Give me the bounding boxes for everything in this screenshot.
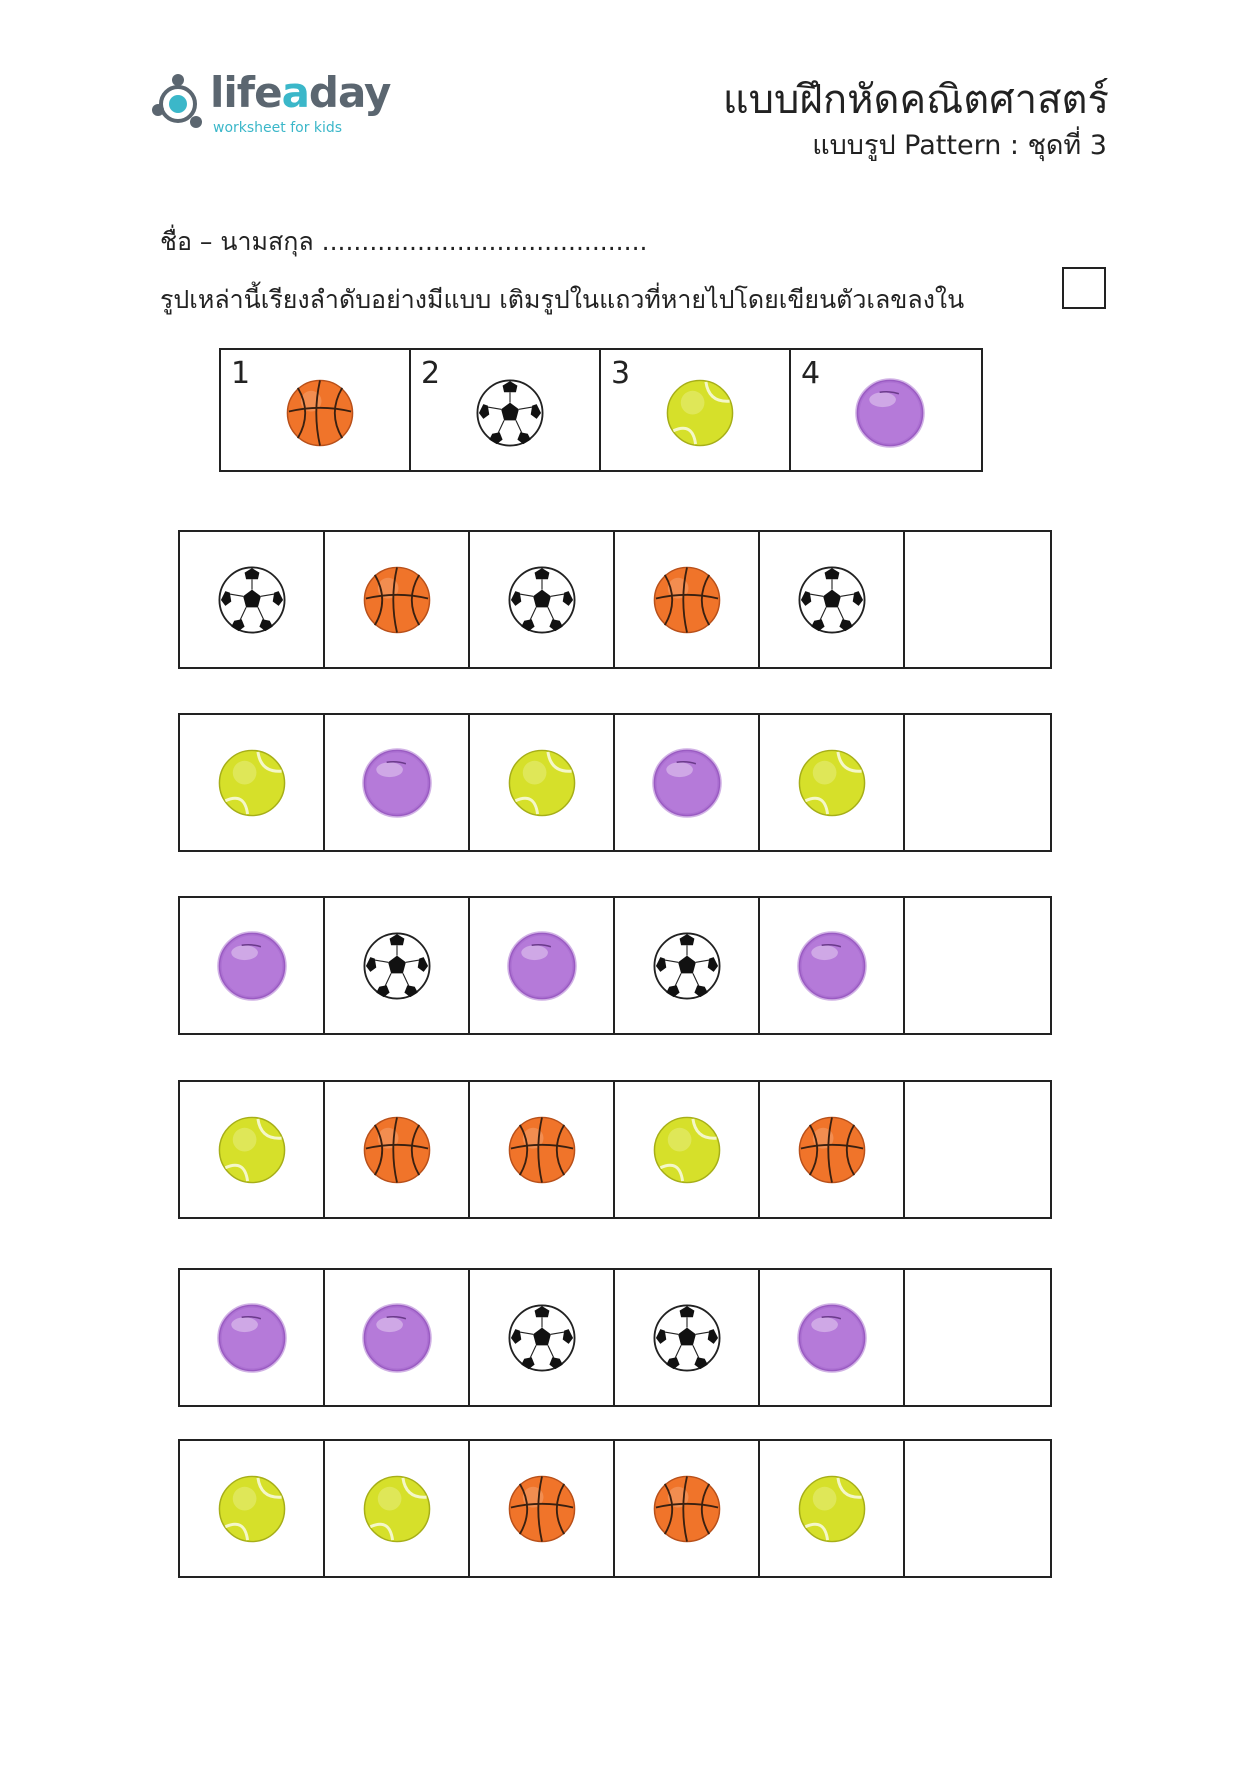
pattern-cell xyxy=(180,715,325,850)
answer-cell[interactable] xyxy=(905,1270,1050,1405)
instruction-answer-box xyxy=(1062,267,1106,309)
soccer-ball-icon xyxy=(473,376,547,450)
logo-tagline: worksheet for kids xyxy=(213,120,343,136)
basketball-icon xyxy=(360,1113,434,1187)
pattern-cell xyxy=(470,715,615,850)
purple-ball-icon xyxy=(215,929,289,1003)
legend-number: 4 xyxy=(801,356,821,391)
pattern-cell xyxy=(760,715,905,850)
purple-ball-icon xyxy=(360,746,434,820)
legend-ball xyxy=(473,376,547,450)
pattern-cell xyxy=(325,715,470,850)
soccer-ball-icon xyxy=(505,563,579,637)
legend-ball xyxy=(853,376,927,450)
pattern-row xyxy=(178,1268,1052,1407)
pattern-cell xyxy=(760,532,905,667)
soccer-ball-icon xyxy=(360,929,434,1003)
pattern-cell xyxy=(325,1270,470,1405)
soccer-ball-icon xyxy=(650,1301,724,1375)
basketball-icon xyxy=(650,1472,724,1546)
pattern-cell xyxy=(615,1441,760,1576)
soccer-ball-icon xyxy=(215,563,289,637)
pattern-cell xyxy=(615,715,760,850)
legend-number: 3 xyxy=(611,356,631,391)
legend-cell xyxy=(791,350,981,470)
answer-cell[interactable] xyxy=(905,532,1050,667)
legend-row xyxy=(219,348,983,472)
basketball-icon xyxy=(505,1113,579,1187)
pattern-cell xyxy=(470,1270,615,1405)
legend-number: 2 xyxy=(421,356,441,391)
logo-wordmark: lifeaday xyxy=(210,68,391,117)
tennis-ball-icon xyxy=(215,1113,289,1187)
tennis-ball-icon xyxy=(215,746,289,820)
soccer-ball-icon xyxy=(795,563,869,637)
tennis-ball-icon xyxy=(795,1472,869,1546)
pattern-cell xyxy=(760,1082,905,1217)
pattern-cell xyxy=(615,532,760,667)
legend-cell xyxy=(601,350,791,470)
legend-number: 1 xyxy=(231,356,251,391)
answer-cell[interactable] xyxy=(905,715,1050,850)
pattern-cell xyxy=(615,1270,760,1405)
logo xyxy=(150,68,391,140)
basketball-icon xyxy=(795,1113,869,1187)
tennis-ball-icon xyxy=(360,1472,434,1546)
logo-molecule-icon xyxy=(150,70,210,134)
basketball-icon xyxy=(283,376,357,450)
purple-ball-icon xyxy=(795,929,869,1003)
pattern-cell xyxy=(470,1441,615,1576)
legend-cell xyxy=(221,350,411,470)
pattern-row xyxy=(178,1439,1052,1578)
answer-cell[interactable] xyxy=(905,1441,1050,1576)
purple-ball-icon xyxy=(853,376,927,450)
pattern-cell xyxy=(325,532,470,667)
tennis-ball-icon xyxy=(215,1472,289,1546)
pattern-cell xyxy=(325,1441,470,1576)
soccer-ball-icon xyxy=(650,929,724,1003)
pattern-cell xyxy=(180,1441,325,1576)
pattern-cell xyxy=(180,1082,325,1217)
pattern-cell xyxy=(615,1082,760,1217)
pattern-row xyxy=(178,896,1052,1035)
worksheet-subtitle: แบบรูป Pattern : ชุดที่ 3 xyxy=(812,130,1107,161)
basketball-icon xyxy=(650,563,724,637)
legend-ball xyxy=(283,376,357,450)
legend-cell xyxy=(411,350,601,470)
legend-ball xyxy=(663,376,737,450)
purple-ball-icon xyxy=(360,1301,434,1375)
tennis-ball-icon xyxy=(505,746,579,820)
basketball-icon xyxy=(360,563,434,637)
pattern-row xyxy=(178,1080,1052,1219)
pattern-cell xyxy=(760,898,905,1033)
instruction-text: รูปเหล่านี้เรียงลำดับอย่างมีแบบ เติมรูปในแถวที่หายไปโดยเขียนตัวเลขลงใน xyxy=(160,285,965,314)
answer-cell[interactable] xyxy=(905,1082,1050,1217)
pattern-cell xyxy=(470,532,615,667)
pattern-cell xyxy=(760,1270,905,1405)
basketball-icon xyxy=(505,1472,579,1546)
tennis-ball-icon xyxy=(663,376,737,450)
pattern-row xyxy=(178,713,1052,852)
pattern-row xyxy=(178,530,1052,669)
pattern-cell xyxy=(325,1082,470,1217)
pattern-cell xyxy=(325,898,470,1033)
pattern-cell xyxy=(615,898,760,1033)
purple-ball-icon xyxy=(795,1301,869,1375)
pattern-cell xyxy=(760,1441,905,1576)
tennis-ball-icon xyxy=(795,746,869,820)
purple-ball-icon xyxy=(650,746,724,820)
pattern-cell xyxy=(180,898,325,1033)
tennis-ball-icon xyxy=(650,1113,724,1187)
name-field-label: ชื่อ – นามสกุล ......................................... xyxy=(160,227,648,256)
pattern-cell xyxy=(180,1270,325,1405)
pattern-cell xyxy=(470,898,615,1033)
purple-ball-icon xyxy=(505,929,579,1003)
pattern-cell xyxy=(180,532,325,667)
worksheet-title: แบบฝึกหัดคณิตศาสตร์ xyxy=(722,77,1109,123)
soccer-ball-icon xyxy=(505,1301,579,1375)
purple-ball-icon xyxy=(215,1301,289,1375)
pattern-cell xyxy=(470,1082,615,1217)
answer-cell[interactable] xyxy=(905,898,1050,1033)
